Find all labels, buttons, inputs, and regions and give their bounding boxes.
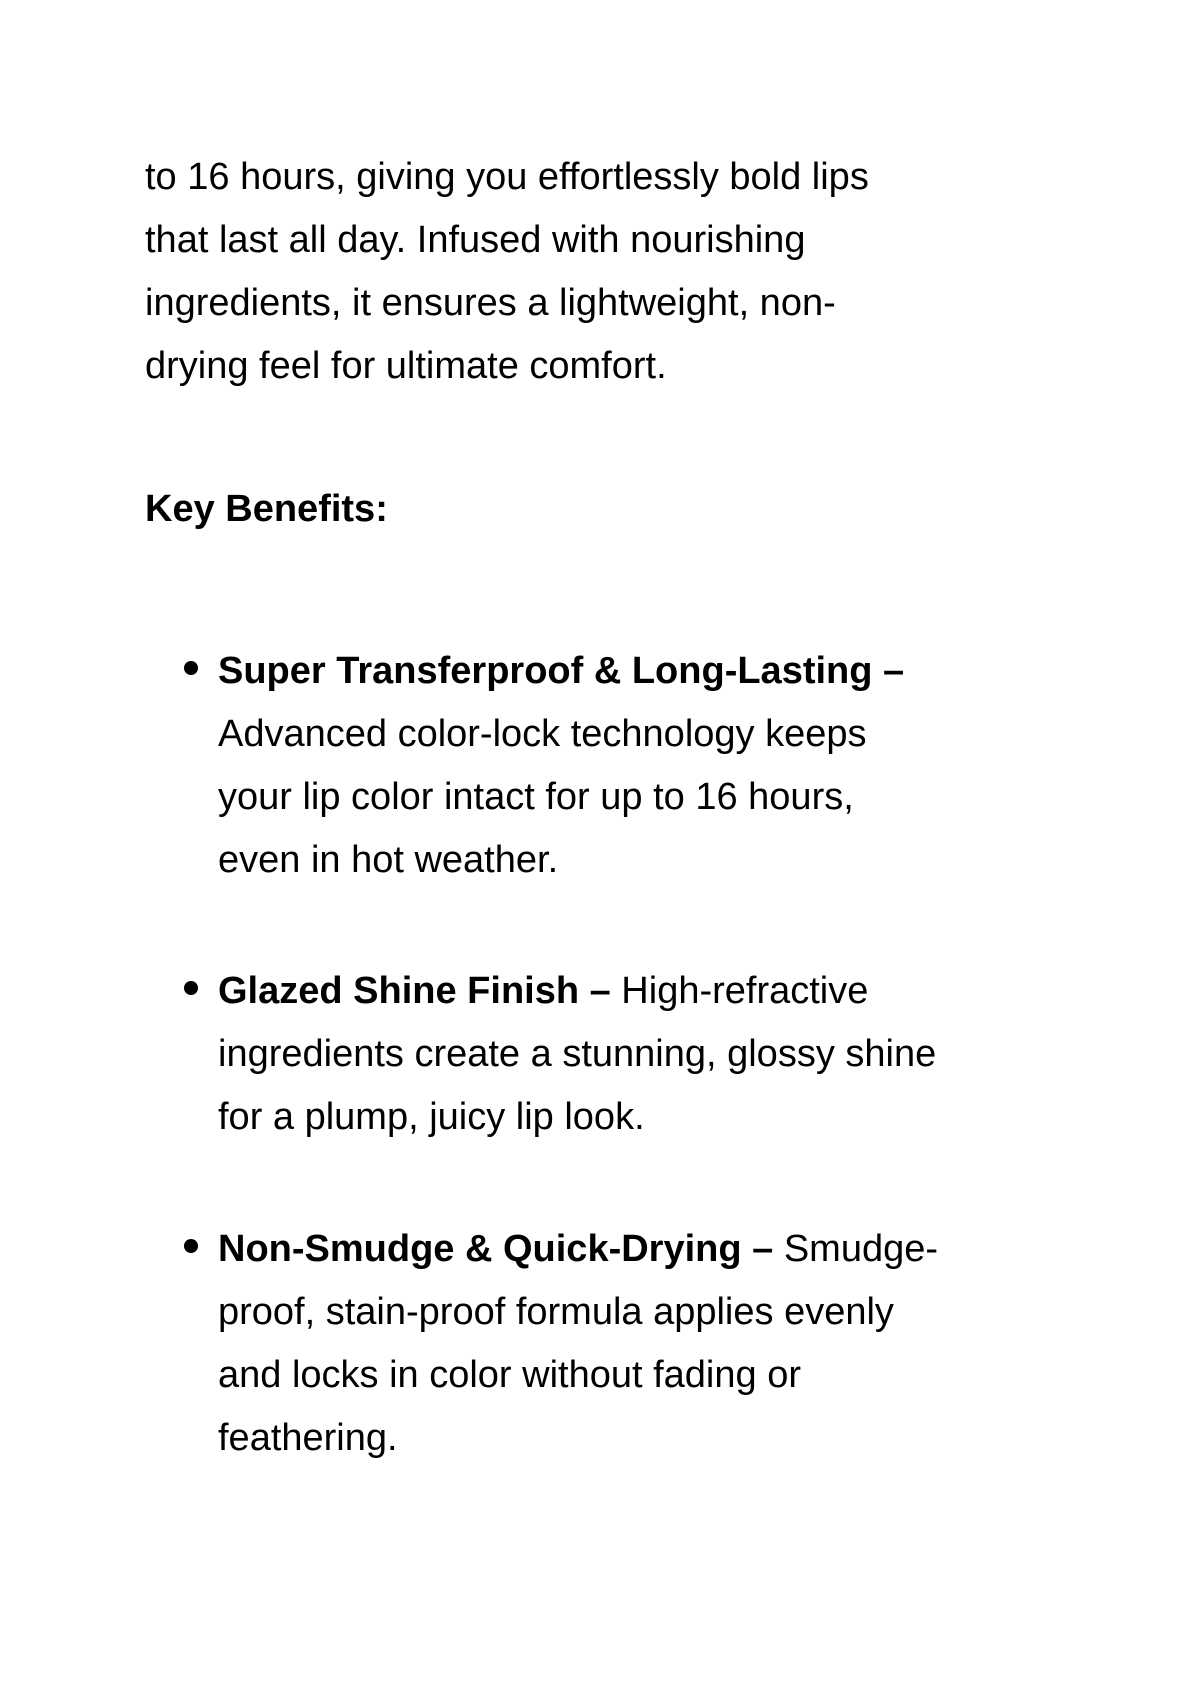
benefit-line: ingredients create a stunning, glossy shine [218,1033,937,1075]
benefit-line: Advanced color-lock technology keeps [218,713,867,755]
intro-line: to 16 hours, giving you effortlessly bold lips [145,156,869,198]
benefit-first-line [218,640,1068,703]
intro-paragraph [145,146,1045,398]
key-benefits-heading: Key Benefits: [145,488,388,530]
benefit-first-line [218,960,1068,1023]
intro-line: ingredients, it ensures a lightweight, non- [145,282,836,324]
benefit-first-line [218,1218,1068,1281]
benefit-title: Glazed Shine Finish – [218,970,611,1012]
intro-line: that last all day. Infused with nourishing [145,219,806,261]
benefit-line: feathering. [218,1417,398,1459]
benefit-text [218,1218,1068,1470]
benefit-line: for a plump, juicy lip look. [218,1096,645,1138]
benefit-title: Super Transferproof & Long-Lasting – [218,650,905,692]
benefit-line: and locks in color without fading or [218,1354,801,1396]
benefit-title: Non-Smudge & Quick-Drying – [218,1228,774,1270]
bullet-icon [184,661,198,675]
benefit-first-line-rest: Smudge- [773,1228,939,1270]
benefit-text [218,960,1068,1149]
bullet-icon [184,1239,198,1253]
benefit-text [218,640,1068,892]
benefit-line: even in hot weather. [218,839,559,881]
benefit-line: your lip color intact for up to 16 hours, [218,776,854,818]
bullet-icon [184,981,198,995]
benefit-line: proof, stain-proof formula applies evenly [218,1291,894,1333]
intro-line: drying feel for ultimate comfort. [145,345,667,387]
benefit-first-line-rest: High-refractive [610,970,869,1012]
